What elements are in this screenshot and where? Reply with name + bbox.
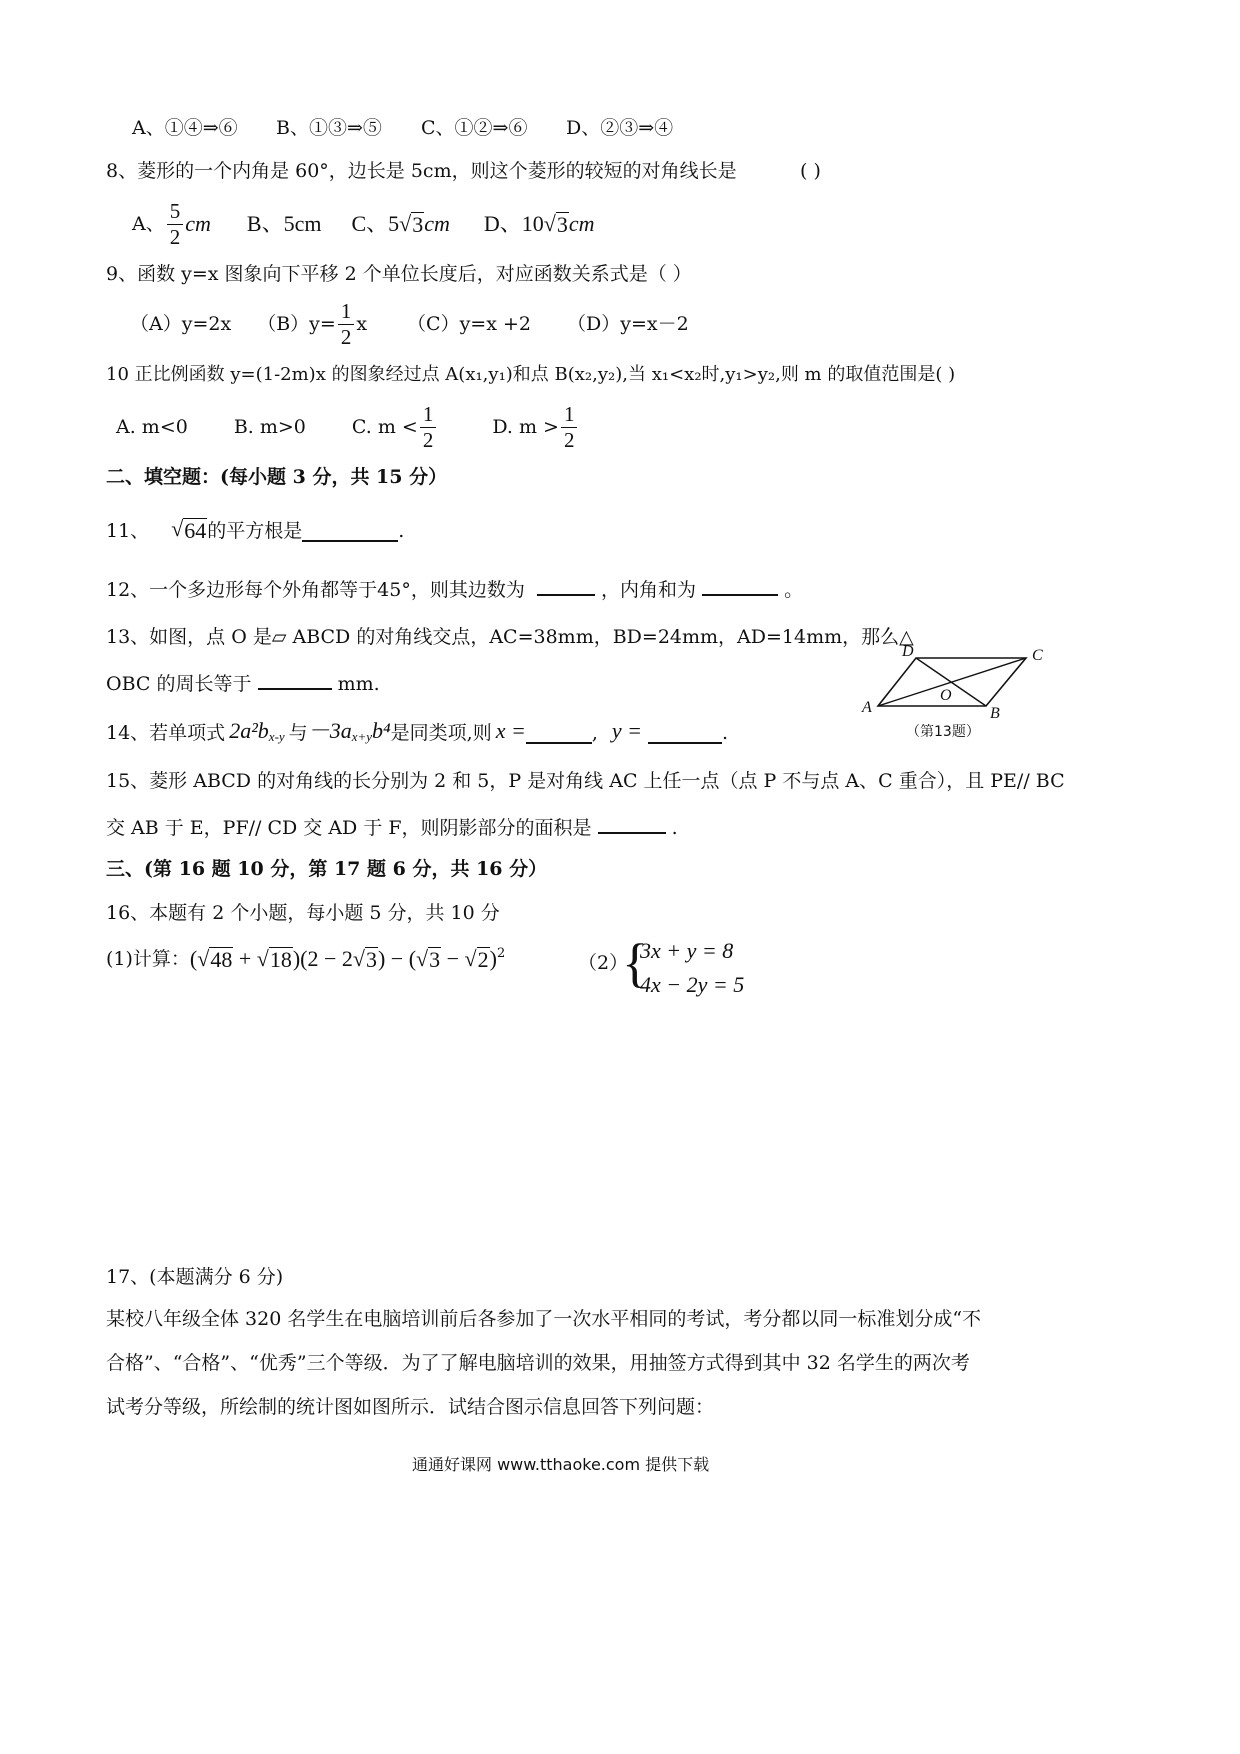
- q11-text: 的平方根是: [207, 519, 303, 542]
- q9-option-d: （D）y=x－2: [567, 312, 689, 335]
- q14-x-blank[interactable]: [526, 724, 592, 744]
- q16-equation-2: 4x − 2y = 5: [640, 972, 745, 997]
- label-c: C: [1032, 647, 1043, 664]
- q15-line2-text: 交 AB 于 E，PF// CD 交 AD 于 F，则阴影部分的面积是: [106, 817, 592, 839]
- figure-caption: （第13题）: [906, 724, 980, 740]
- q9-option-c: （C）y=x +2: [407, 312, 531, 335]
- label-d: D: [902, 643, 914, 660]
- q9-option-a: （A）y=2x: [130, 312, 232, 335]
- q9-options: [130, 296, 689, 352]
- q16-part1-open: (: [189, 946, 198, 971]
- sqrt-symbol: √: [171, 516, 184, 541]
- q8-option-c-radicand: 3: [412, 211, 424, 237]
- q14-term2: －3a: [307, 718, 352, 743]
- q8-option-a-fraction: [167, 198, 184, 249]
- fraction-numerator: 5: [167, 201, 184, 225]
- q16-minus: −: [441, 946, 465, 971]
- q16-plus: +: [233, 946, 257, 971]
- q14-mid: 与: [288, 721, 308, 744]
- q10-options: [116, 398, 579, 456]
- sqrt-symbol: √: [464, 946, 477, 971]
- q9-option-b-fraction: [338, 298, 355, 349]
- q16-exponent: 2: [496, 946, 506, 961]
- q12-sides-blank[interactable]: [537, 576, 595, 596]
- q9-option-b-label: （B）y=: [257, 312, 336, 335]
- q8-option-a-label: A、: [132, 212, 165, 235]
- q13-perimeter-blank[interactable]: [258, 670, 332, 690]
- section2-title: 二、填空题：(每小题 3 分，共 15 分）: [106, 466, 448, 488]
- q11-number: 11、: [106, 519, 150, 542]
- q10-option-b: B. m>0: [233, 415, 306, 438]
- fraction-denominator: 2: [169, 224, 181, 249]
- q11-radicand: 64: [184, 518, 207, 544]
- q12-text1: 12、一个多边形每个外角都等于45°，则其边数为: [106, 579, 525, 601]
- q16-radicand-48: 48: [210, 947, 233, 973]
- q8-option-b: B、5cm: [246, 210, 322, 236]
- page-footer: 通通好课网 www.tthaoke.com 提供下载: [412, 1455, 710, 1474]
- q15-line2: [106, 814, 678, 840]
- q13-line2-text: OBC 的周长等于: [106, 673, 252, 695]
- fraction-numerator: 1: [420, 404, 437, 428]
- label-b: B: [990, 705, 1000, 722]
- equation-system-brace: {: [622, 933, 648, 993]
- q17-line1: 某校八年级全体 320 名学生在电脑培训前后各参加了一次水平相同的考试，考分都以同一标准划分成“不: [106, 1308, 982, 1330]
- q16-part1-label: (1)计算：: [106, 947, 190, 970]
- q13-line1: 13、如图，点 O 是▱ ABCD 的对角线交点，AC=38mm，BD=24mm，AD=14mm，那么△: [106, 626, 914, 648]
- q11: [106, 516, 404, 542]
- q8-options: [132, 196, 595, 252]
- q16-part2-label: （2）: [578, 952, 629, 974]
- fraction-denominator: 2: [340, 324, 352, 349]
- q11-end: .: [398, 519, 405, 542]
- fraction-numerator: 1: [561, 404, 578, 428]
- q16-mid2: ) − (: [377, 946, 417, 971]
- q10-option-d-fraction: [561, 401, 578, 452]
- q8-option-d-radicand: 3: [556, 211, 568, 237]
- sqrt-symbol: √: [197, 946, 210, 971]
- q16-close: ): [489, 946, 497, 971]
- q7-option-d: D、②③⇒④: [566, 117, 674, 139]
- q8-answer-paren: ( ): [800, 160, 821, 182]
- q14-end: .: [722, 721, 729, 744]
- q7-option-a: A、①④⇒⑥: [132, 117, 238, 139]
- q16-radicand-18: 18: [269, 947, 292, 973]
- q10-option-c-label: C. m <: [351, 415, 418, 438]
- q16-part1: [106, 946, 505, 972]
- q7-option-b: B、①③⇒⑤: [276, 117, 382, 139]
- sqrt-symbol: √: [416, 946, 429, 971]
- q12-angle-sum-blank[interactable]: [702, 576, 778, 596]
- q16-radicand-3b: 3: [429, 947, 441, 973]
- q10-option-c-fraction: [420, 401, 437, 452]
- label-a: A: [862, 699, 872, 716]
- q16-radicand-2: 2: [477, 947, 489, 973]
- q13-line2: [106, 670, 380, 696]
- q9-option-b-tail: x: [356, 312, 368, 335]
- fraction-numerator: 1: [338, 301, 355, 325]
- q10-option-d-label: D. m >: [492, 415, 559, 438]
- fraction-denominator: 2: [422, 427, 434, 452]
- q8-option-c-unit: cm: [424, 210, 450, 236]
- q14-x-eq: x =: [495, 718, 526, 743]
- section3-title: 三、(第 16 题 10 分，第 17 题 6 分，共 16 分）: [106, 858, 548, 880]
- q10-stem: 10 正比例函数 y=(1-2m)x 的图象经过点 A(x₁,y₁)和点 B(x₂,y₂),当 x₁<x₂时,y₁>y₂,则 m 的取值范围是( ): [106, 364, 956, 385]
- q11-answer-blank[interactable]: [302, 522, 398, 542]
- q12: [106, 576, 803, 602]
- q14-tail: 是同类项,则: [390, 721, 492, 744]
- sqrt-symbol: √: [352, 946, 365, 971]
- q16-stem: 16、本题有 2 个小题，每小题 5 分，共 10 分: [106, 902, 500, 924]
- q14-term2-exponent: x+y: [351, 728, 373, 744]
- q16-equation-1: 3x + y = 8: [640, 938, 734, 963]
- q8-stem: 8、菱形的一个内角是 60°，边长是 5cm，则这个菱形的较短的对角线长是: [106, 160, 737, 182]
- q10-option-a: A. m<0: [116, 415, 188, 438]
- q17-head: 17、(本题满分 6 分): [106, 1266, 284, 1288]
- q8-option-c-label: C、5: [351, 210, 400, 236]
- q8-option-d-label: D、10: [483, 210, 544, 236]
- q14-term1-exponent: x-y: [268, 728, 285, 744]
- sqrt-symbol: √: [256, 946, 269, 971]
- q14-term2-tail: b⁴: [372, 718, 391, 743]
- q8-option-a-unit: cm: [185, 210, 211, 236]
- q13-unit: mm.: [337, 673, 380, 695]
- sqrt-symbol: √: [399, 210, 412, 236]
- q17-line2: 合格”、“合格”、“优秀”三个等级．为了了解电脑培训的效果，用抽签方式得到其中 32 名学生的两次考: [106, 1352, 970, 1374]
- q15-end: .: [671, 817, 678, 839]
- q16-mid: )(2 − 2: [292, 946, 353, 971]
- q14-y-eq: y =: [611, 718, 643, 743]
- q8-option-d-unit: cm: [568, 210, 595, 236]
- q15-line1: 15、菱形 ABCD 的对角线的长分别为 2 和 5，P 是对角线 AC 上任一点（点 P 不与点 A、C 重合），且 PE// BC: [106, 770, 1065, 792]
- q17-line3: 试考分等级，所绘制的统计图如图所示．试结合图示信息回答下列问题：: [106, 1396, 715, 1418]
- q14-y-blank[interactable]: [648, 724, 722, 744]
- q14-label: 14、若单项式: [106, 721, 226, 744]
- sqrt-symbol: √: [543, 210, 556, 236]
- fraction-denominator: 2: [563, 427, 575, 452]
- q16-radicand-3a: 3: [365, 947, 377, 973]
- q12-text2: ，内角和为: [600, 579, 696, 601]
- q9-stem: 9、函数 y=x 图象向下平移 2 个单位长度后，对应函数关系式是（ ）: [106, 263, 692, 285]
- q14: 14、若单项式 2a²b x-y 与 －3a x+y b⁴ 是同类项,则 x = , y = .: [106, 718, 729, 744]
- q12-end: 。: [784, 579, 804, 601]
- q14-term1: 2a²b: [229, 718, 269, 743]
- q7-option-c: C、①②⇒⑥: [421, 117, 528, 139]
- q15-area-blank[interactable]: [598, 814, 666, 834]
- label-o: O: [940, 687, 952, 704]
- q13-parallelogram-figure: [856, 638, 1056, 743]
